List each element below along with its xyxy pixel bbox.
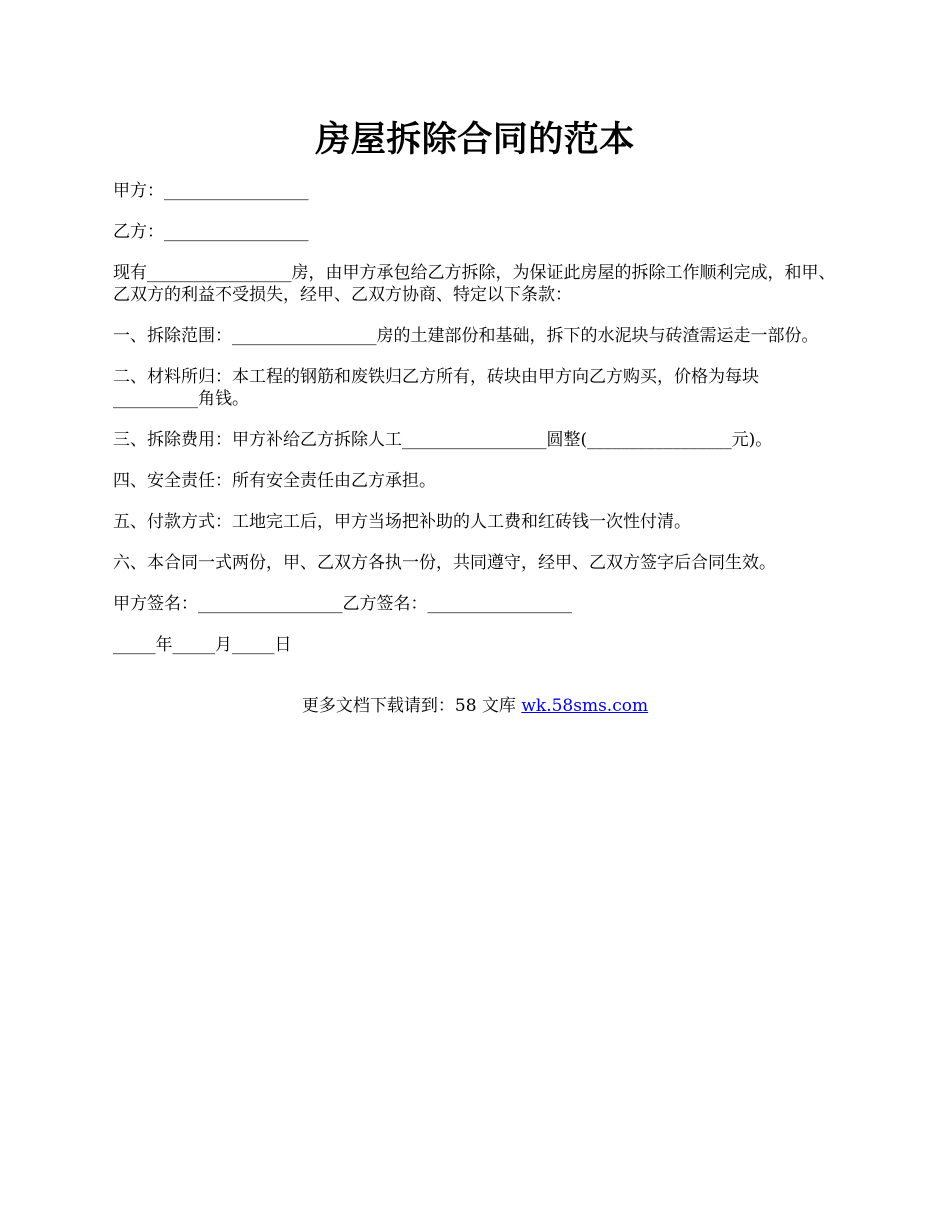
document-title: 房屋拆除合同的范本 bbox=[315, 119, 635, 160]
intro-paragraph: 现有_________________房，由甲方承包给乙方拆除，为保证此房屋的拆除工作顺利完成，和甲、乙双方的利益不受损失，经甲、乙双方协商、特定以下条款： bbox=[113, 263, 836, 305]
footer-text: 更多文档下载请到：58 文库 bbox=[301, 696, 522, 716]
footer-link[interactable]: wk.58sms.com bbox=[521, 696, 649, 716]
date-line: _____年_____月_____日 bbox=[113, 635, 292, 655]
clause-materials: 二、材料所归：本工程的钢筋和废铁归乙方所有，砖块由甲方向乙方购买，价格为每块__________角钱。 bbox=[113, 367, 759, 409]
clause-fees: 三、拆除费用：甲方补给乙方拆除人工_________________圆整(_________________元)。 bbox=[113, 430, 773, 450]
clause-payment: 五、付款方式：工地完工后，甲方当场把补助的人工费和红砖钱一次性付清。 bbox=[113, 512, 691, 532]
party-b-line: 乙方：_________________ bbox=[113, 222, 309, 242]
clause-scope: 一、拆除范围：_________________房的土建部份和基础，拆下的水泥块与砖渣需运走一部份。 bbox=[113, 326, 819, 346]
signature-line: 甲方签名：_________________乙方签名：_________________ bbox=[113, 594, 572, 614]
clause-copies: 六、本合同一式两份，甲、乙双方各执一份，共同遵守，经甲、乙双方签字后合同生效。 bbox=[113, 553, 776, 573]
clause-safety: 四、安全责任：所有安全责任由乙方承担。 bbox=[113, 471, 436, 491]
document-body bbox=[113, 180, 840, 675]
footer bbox=[0, 695, 950, 717]
party-a-line: 甲方：_________________ bbox=[113, 181, 309, 201]
